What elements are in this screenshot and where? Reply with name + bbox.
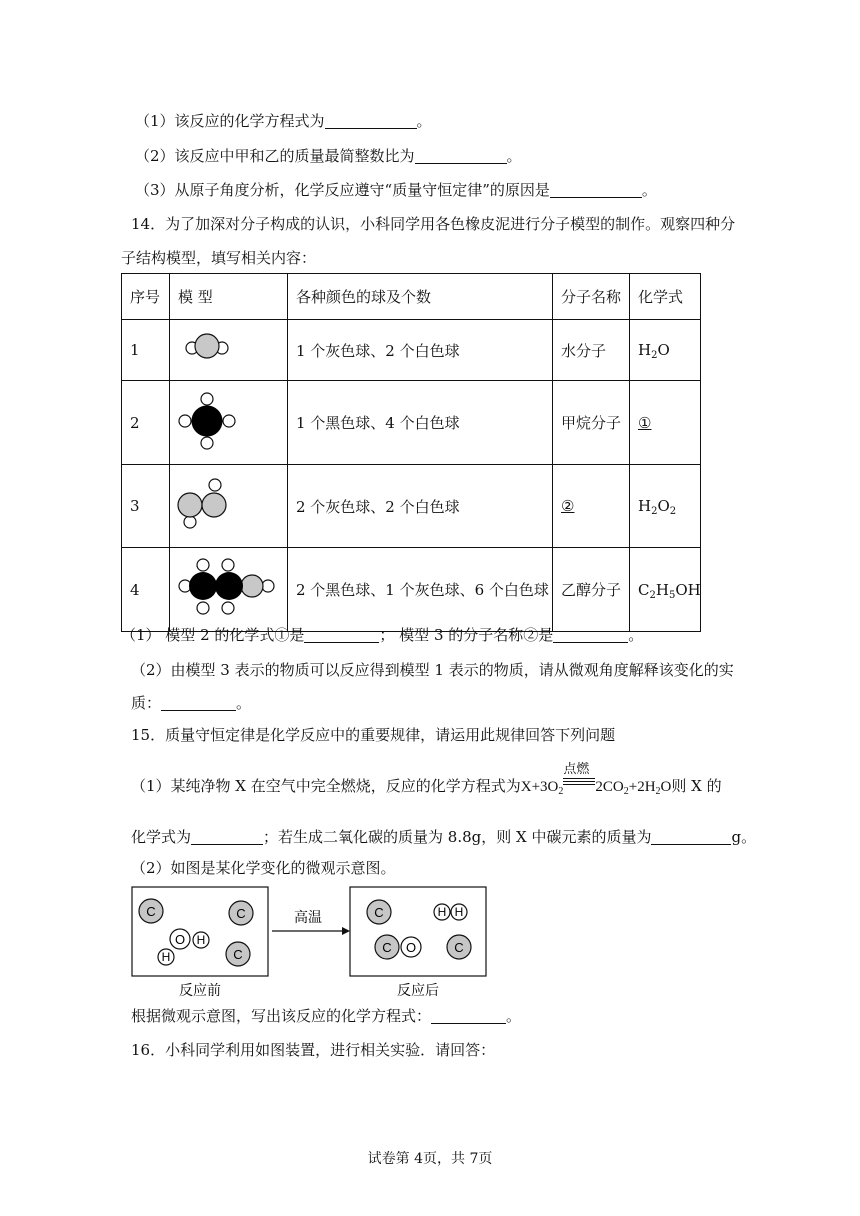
svg-text:H: H — [454, 905, 464, 919]
molecule-name: 乙醇分子 — [553, 548, 630, 632]
svg-text:O: O — [174, 932, 186, 947]
carbon-atom — [139, 899, 163, 923]
svg-text:C: C — [236, 906, 246, 921]
blank-marker-2: ② — [561, 497, 575, 515]
q15-sub2: （2）如图是某化学变化的微观示意图。 — [131, 859, 396, 877]
answer-blank[interactable] — [161, 694, 236, 711]
table-row — [122, 320, 701, 381]
svg-text:C: C — [146, 904, 156, 919]
carbon-atom — [447, 935, 471, 959]
chemical-formula — [630, 381, 701, 465]
ball-description: 1 个黑色球、4 个白色球 — [288, 381, 553, 465]
q13-sub3: （3）从原子角度分析，化学反应遵守“质量守恒定律”的原因是 。 — [135, 181, 657, 199]
answer-blank[interactable] — [431, 1007, 506, 1024]
answer-blank[interactable] — [304, 626, 379, 643]
molecule-name — [553, 465, 630, 548]
chemical-formula: $H_2O$ — [630, 320, 701, 381]
ball-description: 2 个灰色球、2 个白色球 — [288, 465, 553, 548]
svg-text:C: C — [374, 905, 384, 920]
q13-sub2: （2）该反应中甲和乙的质量最简整数比为 。 — [135, 147, 522, 165]
header-cell: 分子名称 — [553, 274, 630, 320]
model-cell — [170, 320, 288, 381]
carbon-atom — [375, 935, 399, 959]
molecule-name: 水分子 — [553, 320, 630, 381]
q15-sub2-ask: 根据微观示意图，写出该反应的化学方程式： 。 — [131, 1007, 522, 1025]
model-cell — [170, 381, 288, 465]
blank-marker-1: ① — [638, 413, 652, 432]
svg-text:H: H — [437, 905, 447, 919]
methane-molecule-model — [170, 381, 288, 460]
table-header-row — [122, 274, 701, 320]
header-cell: 化学式 — [630, 274, 701, 320]
carbon-atom — [229, 901, 253, 925]
svg-text:C: C — [233, 947, 243, 962]
table-row — [122, 381, 701, 465]
caption-after: 反应后 — [397, 983, 439, 999]
caption-before: 反应前 — [179, 983, 221, 999]
svg-text:H: H — [196, 933, 206, 947]
reaction-arrow — [272, 909, 350, 935]
answer-blank[interactable] — [651, 828, 731, 845]
reaction-micro-diagram — [128, 884, 494, 1000]
row-number: 2 — [122, 381, 170, 465]
answer-blank[interactable] — [415, 147, 507, 164]
q15-stem: 15．质量守恒定律是化学反应中的重要规律，请运用此规律回答下列问题 — [131, 726, 616, 744]
answer-blank[interactable] — [325, 112, 417, 129]
row-number: 1 — [122, 320, 170, 381]
q14-stem-line1: 14．为了加深对分子构成的认识，小科同学用各色橡皮泥进行分子模型的制作。观察四种分 — [131, 215, 736, 233]
q14-sub2-line1: （2）由模型 3 表示的物质可以反应得到模型 1 表示的物质，请从微观角度解释该变化的实 — [131, 661, 734, 679]
svg-text:O: O — [405, 940, 417, 955]
row-number: 3 — [122, 465, 170, 548]
page-footer: 试卷第 4页，共 7页 — [367, 1151, 493, 1167]
model-cell — [170, 465, 288, 548]
q14-sub1: （1） 模型 2 的化学式①是 ； 模型 3 的分子名称②是 。 — [121, 626, 644, 644]
chemical-formula: $C_2H_5OH$ — [630, 548, 701, 632]
hydrogen-peroxide-molecule-model — [170, 465, 288, 543]
header-cell: 模 型 — [170, 274, 288, 320]
table-row — [122, 548, 701, 632]
water-molecule-model — [170, 320, 288, 376]
molecule-name: 甲烷分子 — [553, 381, 630, 465]
hydrogen-atom — [193, 932, 209, 948]
carbon-atom — [367, 900, 391, 924]
q16-stem: 16．小科同学利用如图装置，进行相关实验．请回答： — [131, 1041, 496, 1059]
ethanol-molecule-model — [170, 548, 288, 627]
answer-blank[interactable] — [553, 626, 628, 643]
table-row — [122, 465, 701, 548]
q13-sub1: （1）该反应的化学方程式为 。 — [135, 112, 432, 130]
oxygen-atom — [170, 929, 190, 949]
row-number: 4 — [122, 548, 170, 632]
q14-sub2-line2: 质： 。 — [131, 694, 252, 712]
molecule-table — [121, 273, 701, 632]
q15-sub1-line2: 化学式为 ；若生成二氧化碳的质量为 8.8g，则 X 中碳元素的质量为 g。 — [131, 828, 757, 846]
hydrogen-atom — [451, 904, 467, 920]
answer-blank[interactable] — [550, 181, 642, 198]
reaction-arrow — [563, 762, 595, 791]
hydrogen-atom — [158, 949, 174, 965]
hydrogen-atom — [434, 904, 450, 920]
reaction-condition: 点燃 — [563, 762, 590, 777]
svg-text:H: H — [161, 950, 171, 964]
q14-stem-line2: 子结构模型，填写相关内容： — [121, 249, 317, 267]
oxygen-atom — [401, 937, 421, 957]
chemical-formula: $H_2O_2$ — [630, 465, 701, 548]
carbon-atom — [226, 942, 250, 966]
condition-label: 高温 — [294, 910, 322, 926]
header-cell: 序号 — [122, 274, 170, 320]
ball-description: 1 个灰色球、2 个白色球 — [288, 320, 553, 381]
svg-text:C: C — [454, 940, 464, 955]
ball-description: 2 个黑色球、1 个灰色球、6 个白色球 — [288, 548, 553, 632]
svg-text:C: C — [382, 940, 392, 955]
q15-sub1-line1: （1）某纯净物 X 在空气中完全燃烧，反应的化学方程式为$X+3O_2$ 点燃 $2CO_2+2H_2O$则 X 的 — [131, 762, 722, 797]
model-cell — [170, 548, 288, 632]
header-cell: 各种颜色的球及个数 — [288, 274, 553, 320]
combustion-equation: $X+3O_2$ 点燃 $2CO_2+2H_2O$ — [520, 762, 672, 797]
after-box — [350, 887, 486, 976]
answer-blank[interactable] — [191, 828, 263, 845]
